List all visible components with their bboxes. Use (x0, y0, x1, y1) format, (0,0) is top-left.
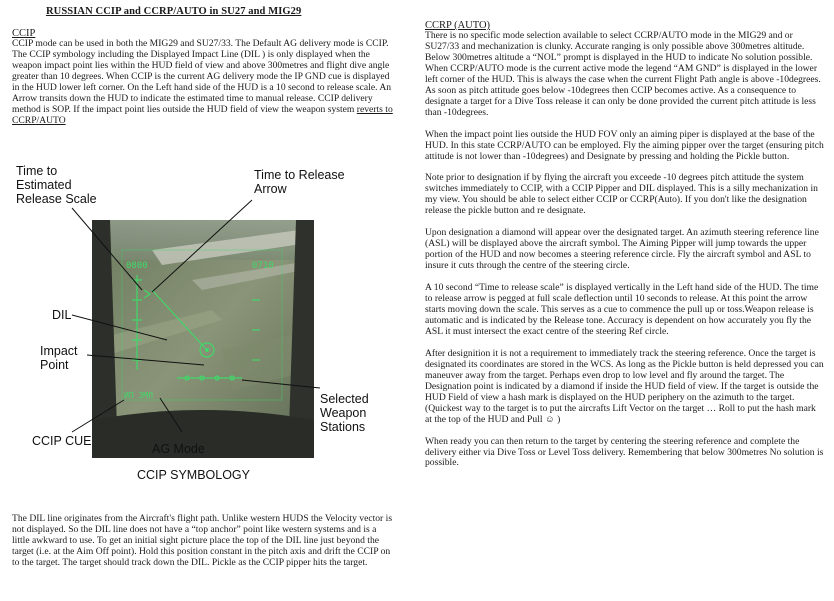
ccrp-section (425, 20, 825, 480)
label-selected-weapon-stations: Selected Weapon Stations (320, 392, 369, 434)
callout-impact (87, 355, 204, 365)
label-impact-point: Impact Point (40, 344, 78, 372)
label-ccip-cue: CCIP CUE (32, 434, 92, 448)
ccip-section (12, 28, 394, 127)
label-dil: DIL (52, 308, 72, 322)
hud-speed-readout: 0800 (126, 261, 148, 271)
callout-dil (72, 315, 167, 340)
ccrp-paragraph: There is no specific mode selection available to select CCRP/AUTO mode in the MIG29 and or SU27/33 and mechanization is clunky. Accurate ranging is only possible above 300metres altitude. Below 300metres altitude a “NOL” prompt is displayed in the HUD to indicate No solution possible. When CCRP/AUTO mode is the current active mode the legend “AM GND” is displayed in the lower left corner of the HUD. This is always the case when the current Flight Path angle is above -10degrees. As soon as pitch attitude goes below -10degrees then CCIP becomes active. As a consequence to designate a target for a Dive Toss release it can only be done provided the current pitch attitude is less than -10degrees. (425, 30, 821, 118)
ccip-heading: CCIP (12, 28, 36, 39)
callout-ccip-cue (72, 400, 124, 432)
hud-mode-cue: ИП ЗМЛ (124, 391, 153, 400)
ccip-symbology-figure (12, 160, 394, 490)
dil-paragraph: The DIL line originates from the Aircraft's flight path. Unlike western HUDS the Velocity vector is not displayed. So the DIL line does not have a “top anchor” point like western systems and is a little awkward to use. To get an initial sight picture place the top of the DIL line just beyond the target (i.e. at the Aim Off point). Hold this position constant in the pitch axis and drift the CCIP on to the target. The target should track down the DIL. Pickle as the CCIP pipper hits the target. (12, 513, 393, 568)
label-time-to-scale: Time to Estimated Release Scale (16, 164, 97, 206)
callout-weapon (242, 380, 320, 388)
ccrp-paragraph: A 10 second “Time to release scale” is displayed vertically in the Left hand side of the HUD. The time to release arrow is pegged at full scale deflection until 10 seconds to release. At this point the arrow starts moving down the scale. This serves as a cue to commence the pull up or toss.Weapon release is automatic and is indicated by the Release tone. Accuracy is dependent on how accurately you fly the ASL it must intersect the exact centre of the steering Ref circle. (425, 282, 819, 337)
ccrp-paragraph: Upon designation a diamond will appear over the designated target. An azimuth steering reference line (ASL) will be displayed above the aircraft symbol. The Aiming Pipper will jump towards the upper portion of the HUD and now becomes a steering reference circle. Fly the aircraft symbol and ASL to insure it cuts through the centre of the steering circle. (425, 227, 819, 272)
ccrp-heading: CCRP (AUTO) (425, 20, 491, 31)
callout-scale (72, 208, 142, 290)
ccrp-paragraph: After designition it is not a requirement to immediately track the steering reference. Once the target is designated its coordinates are stored in the WCS. As long as the Pickle button is held depressed you can maneuver away from the target. Perhaps even drop to low level and fly around the target. The Designation point is indicated by a diamond if inside the HUD field of view. If the target is outside the HUD Field of view a hash mark is displayed on the HUD periphery on the azimuth to the target. (Quickest way to the target is to put the aircrafts Lift Vector on the target … Roll to put the hash mark at the top of the HUD and Pull ☺ ) (425, 347, 824, 425)
hud-alt-readout: 0710 (252, 261, 274, 271)
ccip-body-underlined: reverts to CCRP/AUTO (12, 103, 393, 126)
label-time-to-arrow: Time to Release Arrow (254, 168, 345, 196)
ccrp-paragraph: When ready you can then return to the target by centering the steering reference and complete the delivery either via Dive Toss or Level Toss delivery. Remembering that below 300metres No solution is possible. (425, 435, 824, 469)
ccrp-paragraph: When the impact point lies outside the HUD FOV only an aiming piper is displayed at the base of the HUD. In this state CCRP/AUTO can be employed. Fly the aiming pipper over the target (ensuring pitch attitude is not lower than -10degrees) and Designate by pressing and holding the Pickle button. (425, 128, 824, 162)
document-title: RUSSIAN CCIP and CCRP/AUTO in SU27 and MIG29 (46, 6, 302, 17)
callout-ag-mode (160, 398, 182, 432)
label-ag-mode: AG Mode (152, 442, 205, 456)
figure-caption: CCIP SYMBOLOGY (137, 468, 250, 482)
ccrp-paragraph: Note prior to designation if by flying the aircraft you exceede -10 degrees pitch attitude the system switches immediately to CCIP, with a CCIP Pipper and DIL displayed. This is a silly mechanization in my view. You should be able to select either CCIP or CCRP(Auto). If you don't like the designation release the pickle button and re designate. (425, 172, 818, 217)
ccip-paragraph (12, 39, 394, 127)
callout-arrow (152, 200, 252, 292)
ccip-body: CCIP mode can be used in both the MIG29 and SU27/33. The Default AG delivery mode is CCIP. The CCIP symbology including the Displayed Impact Line (DIL ) is only displayed when the weapon impact point lies within the HUD field of view and above 300metres and flight dive angle greater than 10 degrees. When CCIP is the current AG delivery mode the IP GND cue is displayed in the HUD lower left corner. On the Left hand side of the HUD is a 10 second to release scale. An Arrow transits down the HUD to indicate the estimated time to manual release. CCIP delivery method is SOP. If the impact point lies outside the HUD field of view the weapon system (12, 38, 392, 115)
dil-section (12, 514, 394, 569)
